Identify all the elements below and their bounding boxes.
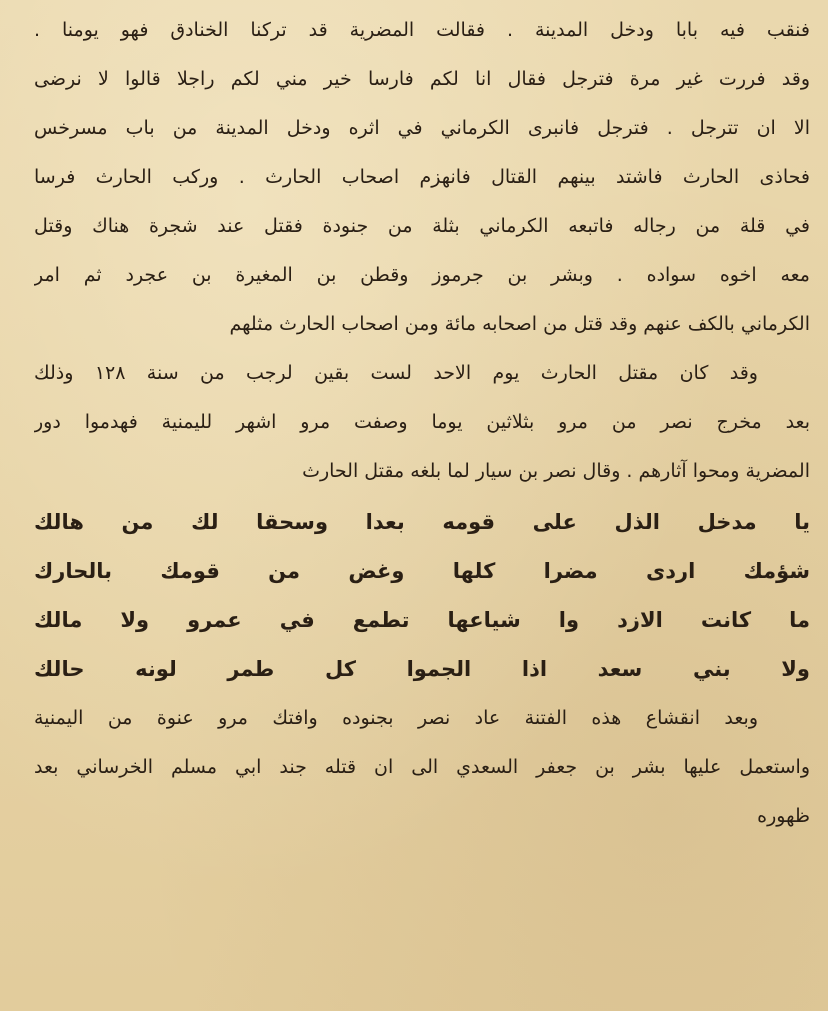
prose-line: ظهوره	[757, 805, 810, 827]
verse-line: شؤمك اردى مضرا كلها وغض من قومك بالحارك	[34, 559, 810, 583]
prose-line: وبعد انقشاع هذه الفتنة عاد نصر بجنوده وافتك مرو عنوة من اليمنية	[34, 707, 758, 729]
prose-line: الا ان تترجل . فترجل فانبرى الكرماني في اثره ودخل المدينة من باب مسرخس	[34, 117, 810, 139]
prose-line: الكرماني بالكف عنهم وقد قتل من اصحابه مائة ومن اصحاب الحارث مثلهم	[229, 313, 810, 335]
prose-line: وقد فررت غير مرة فترجل فقال انا لكم فارسا خير مني لكم راجلا قالوا لا نرضى	[34, 68, 810, 90]
prose-line: بعد مخرج نصر من مرو بثلاثين يوما وصفت مرو اشهر لليمنية فهدموا دور	[34, 411, 810, 433]
prose-line: معه اخوه سواده . وبشر بن جرموز وقطن بن المغيرة بن عجرد ثم امر	[34, 264, 810, 286]
prose-line: فحاذى الحارث فاشتد بينهم القتال فانهزم اصحاب الحارث . وركب الحارث فرسا	[34, 166, 810, 188]
prose-line: وقد كان مقتل الحارث يوم الاحد لست بقين لرجب من سنة ١٢٨ وذلك	[34, 362, 758, 384]
prose-line: فنقب فيه بابا ودخل المدينة . فقالت المضرية قد تركنا الخنادق فهو يومنا .	[34, 19, 810, 41]
prose-line: واستعمل عليها بشر بن جعفر السعدي الى ان قتله جند ابي مسلم الخرساني بعد	[34, 756, 810, 778]
verse-line: يا مدخل الذل على قومه بعدا وسحقا لك من هالك	[34, 510, 810, 534]
poem-block	[34, 498, 810, 694]
verse-line: ما كانت الازد وا شياعها تطمع في عمرو ولا مالك	[34, 608, 810, 632]
prose-line: في قلة من رجاله فاتبعه الكرماني بثلة من جنودة فقتل عند شجرة هناك وقتل	[34, 215, 810, 237]
prose-line: المضرية ومحوا آثارهم . وقال نصر بن سيار لما بلغه مقتل الحارث	[302, 460, 810, 482]
verse-line: ولا بني سعد اذا الجموا كل طمر لونه حالك	[34, 657, 810, 681]
arabic-text-body	[34, 6, 810, 841]
